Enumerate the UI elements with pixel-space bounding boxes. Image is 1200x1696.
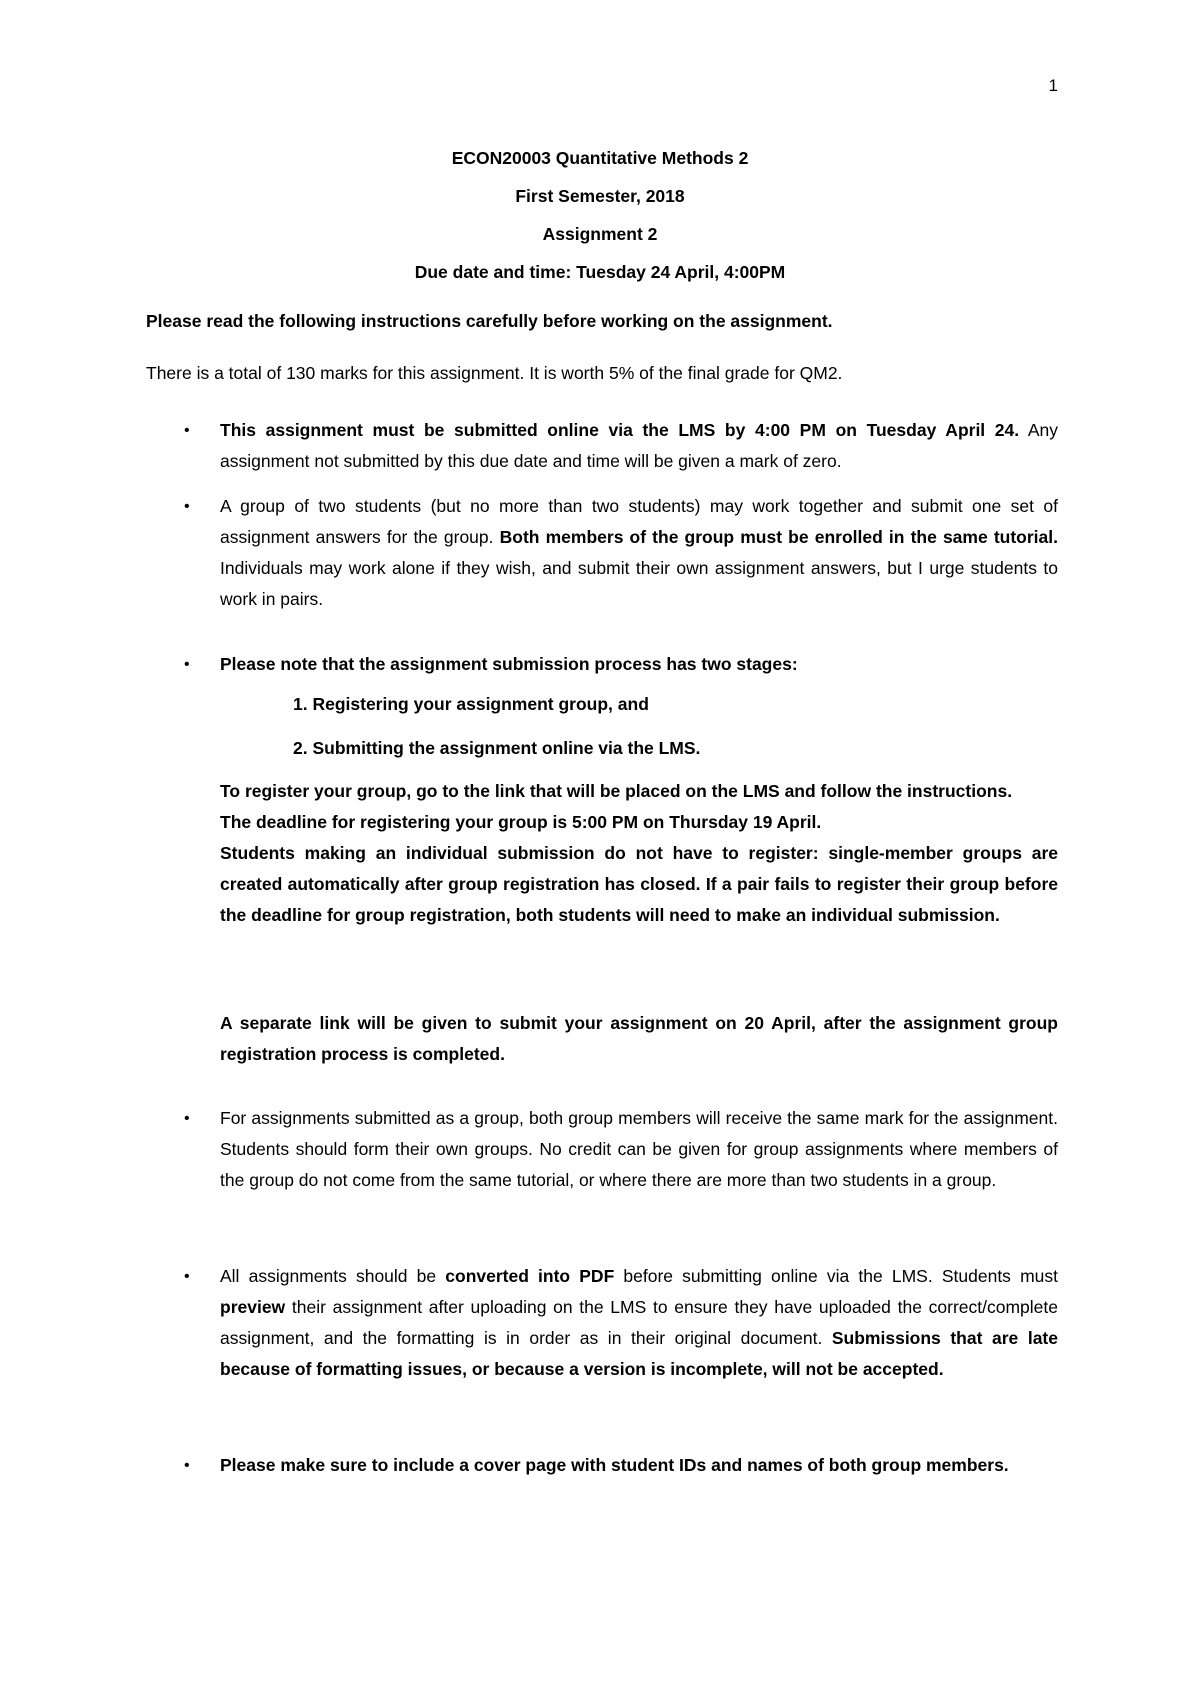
bullet-icon: • xyxy=(184,1110,190,1127)
bullet-text: Please make sure to include a cover page with student IDs and names of both group members. xyxy=(220,1455,1009,1475)
marks-note: There is a total of 130 marks for this assignment. It is worth 5% of the final grade for QM2. xyxy=(146,363,843,383)
bullet-icon: • xyxy=(184,656,190,673)
bullet-icon: • xyxy=(184,1457,190,1474)
bullet-item-groups xyxy=(146,491,1058,615)
bullet-icon: • xyxy=(184,498,190,515)
page-number: 1 xyxy=(1048,76,1058,95)
instructions-note: Please read the following instructions carefully before working on the assignment. xyxy=(146,311,833,331)
step-register: 1. Registering your assignment group, and xyxy=(293,694,649,714)
register-instructions: To register your group, go to the link that will be placed on the LMS and follow the instructions. The deadline for registering your group is 5:00 PM on Thursday 19 April. Students making an individual submission do not have to register: single-member groups are created automatically after group registration has closed. If a pair fails to register their group before the deadline for group registration, both students will need to make an individual submission. xyxy=(220,776,1058,931)
semester: First Semester, 2018 xyxy=(515,186,685,206)
course-title: ECON20003 Quantitative Methods 2 xyxy=(451,148,749,168)
bullet-item-submission xyxy=(146,415,1058,477)
bullet-text: This assignment must be submitted online via the LMS by 4:00 PM on Tuesday April 24. Any assignment not submitted by this due date and time will be given a mark of zero. xyxy=(220,420,1058,471)
bullet-text: All assignments should be converted into PDF before submitting online via the LMS. Students must preview their assignment after uploading on the LMS to ensure they have uploaded the correct/complete assignment, and the formatting is in order as in their original document. Submissions that are late because of formatting issues, or because a version is incomplete, will not be accepted. xyxy=(220,1266,1058,1379)
separate-link-note: A separate link will be given to submit your assignment on 20 April, after the assignment group registration process is completed. xyxy=(220,1013,1058,1064)
bullet-icon: • xyxy=(184,422,190,439)
bullet-item-process xyxy=(146,649,1058,680)
bullet-item-pdf xyxy=(146,1261,1058,1385)
bullet-text: A group of two students (but no more than two students) may work together and submit one set of assignment answers for the group. Both members of the group must be enrolled in the same tutorial. Individuals may work alone if they wish, and submit their own assignment answers, but I urge students to work in pairs. xyxy=(220,496,1058,609)
due-date: Due date and time: Tuesday 24 April, 4:00PM xyxy=(414,262,786,282)
assignment-title: Assignment 2 xyxy=(542,224,658,244)
bullet-text: Please note that the assignment submission process has two stages: xyxy=(220,654,798,674)
register-deadline: The deadline for registering your group is 5:00 PM on Thursday 19 April. xyxy=(220,812,822,832)
bullet-item-group-marks xyxy=(146,1103,1058,1196)
bullet-text: For assignments submitted as a group, both group members will receive the same mark for the assignment. Students should form their own groups. No credit can be given for group assignments where members of the group do not come from the same tutorial, or where there are more than two students in a group. xyxy=(220,1108,1058,1190)
document-header xyxy=(0,146,1200,298)
bullet-icon: • xyxy=(184,1268,190,1285)
individual-submission-note: Students making an individual submission do not have to register: single-member groups are created automatically after group registration has closed. If a pair fails to register their group before the deadline for group registration, both students will need to make an individual submission. xyxy=(220,843,1058,925)
step-submit: 2. Submitting the assignment online via the LMS. xyxy=(293,738,701,758)
bullet-item-cover-page xyxy=(146,1450,1058,1481)
